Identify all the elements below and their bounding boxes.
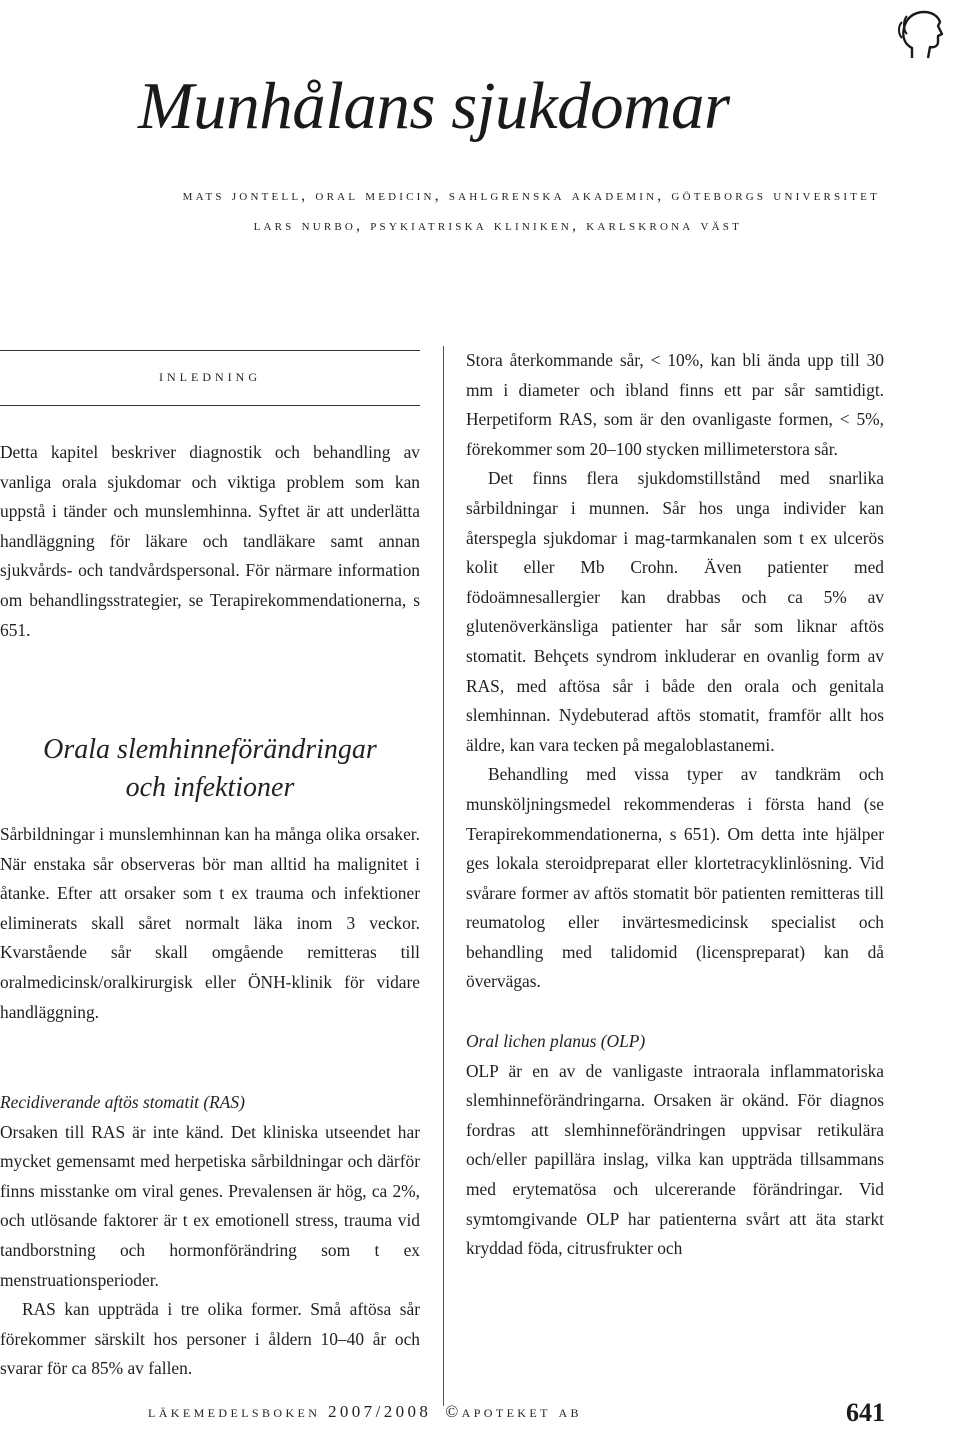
footer [148, 1400, 582, 1424]
intro-paragraph: Detta kapitel beskriver diagnostik och behandling av vanliga orala sjukdomar och viktiga problem som kan uppstå i tänder och munslemhinna. Syftet är att underlätta handläggning för läkare och tandläkare samt annan sjukvårds- och tandvårdspersonal. För närmare information om behandlingsstrategier, se Terapirekommendationerna, s 651. [0, 442, 420, 640]
ras-paragraph-2: RAS kan uppträda i tre olika former. Små aftösa sår förekommer särskilt hos personer i åldern 10–40 år och svarar för ca 85% av fallen. [0, 1299, 420, 1379]
olp-paragraph: OLP är en av de vanligaste intraorala inflammatoriska slemhinneförändringarna. Orsaken är okänd. För diagnos fordras att slemhinneförändringen uppvisar retikulära och/eller papillära inslag, vilka kan uppträda tillsammans med erytematösa och ulcererande förändringar. Vid symtomgivande OLP har patienterna svårt att äta starkt kryddad föda, citrusfrukter och [466, 1060, 884, 1259]
author-line-1: mats jontell, oral medicin, sahlgrenska akademin, göteborgs universitet [182, 187, 880, 204]
left-column [0, 438, 420, 645]
right-column [466, 346, 884, 1264]
right-paragraph-2: Det finns flera sjukdomstillstånd med snarlika sårbildningar i munnen. Sår hos unga individer kan återspegla sjukdomar i mag-tarmkanalen som t ex ulcerös kolit eller Mb Crohn. Även patienter med födoämnesallergier kan drabbas och ca 5% av glutenöverkänsliga patienter har sår som liknar aftös stomatit. Behçets syndrom inkluderar en ovanlig form av RAS, med aftösa sår i både den orala och genitala slemhinnan. Nydebuterad aftös stomatit, framför allt hos äldre, kan vara tecken på megaloblastanemi. [466, 468, 884, 755]
author-line-2: lars nurbo, psykiatriska kliniken, karlskrona väst [253, 217, 742, 234]
right-paragraph-3: Behandling med vissa typer av tandkräm och munsköljningsmedel rekommenderas i första hand (se Terapirekommendationerna, s 651). Om detta inte hjälper ges lokala steroidpreparat eller klortetracyklinlösning. Vid svårare former av aftös stomatit bör patienten remitteras till reumatolog eller invärtesmedicinsk specialist och behandling med talidomid (licenspreparat) kan då övervägas. [466, 764, 884, 992]
right-paragraph-1: Stora återkommande sår, < 10%, kan bli ända upp till 30 mm i diameter och ibland finns ett par sår samtidigt. Herpetiform RAS, som är den ovanligaste formen, < 5%, förekommer som 20–100 stycken millimeterstora sår. [466, 350, 884, 459]
intro-bottom-rule [0, 405, 420, 406]
footer-publisher: ©apoteket ab [445, 1402, 582, 1421]
section2-paragraph: Sårbildningar i munslemhinnan kan ha många olika orsaker. När enstaka sår observeras bör man alltid ha malignitet i åtanke. Efter att orsaker som t ex trauma och infektioner eliminerats skall såret normalt läka inom 3 veckor. Kvarstående sår skall omgående remitteras till oralmedicinsk/oralkirurgisk eller ÖNH-klinik för vidare handläggning. [0, 824, 420, 1022]
section2-body [0, 820, 420, 1027]
column-divider [443, 346, 444, 1406]
intro-top-rule [0, 350, 420, 351]
page-number: 641 [846, 1398, 885, 1427]
ras-section [0, 1088, 420, 1384]
olp-heading: Oral lichen planus (OLP) [466, 1031, 646, 1052]
page-title: Munhålans sjukdomar [138, 69, 730, 143]
section-heading-line-2: och infektioner [125, 772, 295, 803]
intro-heading: inledning [159, 366, 261, 385]
ras-heading: Recidiverande aftös stomatit (RAS) [0, 1092, 245, 1112]
section-heading-line-1: Orala slemhinneförändringar [43, 734, 377, 765]
ras-paragraph-1: Orsaken till RAS är inte känd. Det kliniska utseendet har mycket gemensamt med herpetiska sårbildningar och därför finns misstanke om viral genes. Prevalensen är hög, ca 2%, och utlösande faktorer är t ex emotionell stress, trauma vid tandborstning och hormonförändring som t ex menstruationsperioder. [0, 1121, 420, 1290]
head-profile-icon [898, 8, 946, 60]
footer-book: läkemedelsboken 2007/2008 [148, 1402, 432, 1421]
